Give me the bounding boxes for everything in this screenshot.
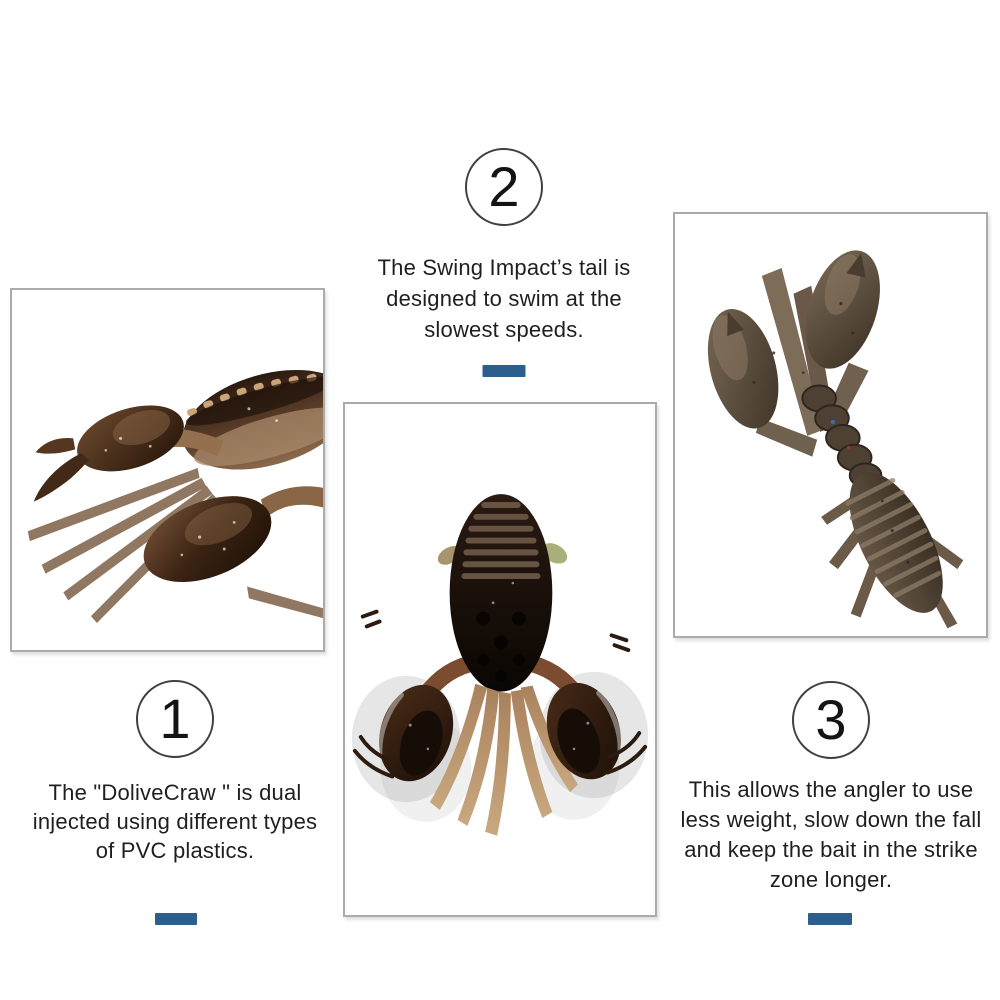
step-2-number-badge	[465, 148, 543, 226]
step-2-number: 2	[488, 155, 520, 218]
step-1-number: 1	[159, 687, 191, 750]
step-1-text-line-3: of PVC plastics.	[95, 838, 255, 863]
step-2-text-line-2: designed to swim at the	[386, 286, 622, 311]
photo-frame-right	[673, 212, 988, 638]
step-3-number-badge	[792, 681, 870, 759]
photo-frame-left	[10, 288, 325, 652]
crawfish-lure-claw-closeup-illustration	[12, 290, 323, 650]
step-3-text-line-3: and keep the bait in the strike	[684, 837, 978, 862]
step-3-text-line-4: zone longer.	[769, 867, 893, 892]
step-3-accent-underline	[808, 913, 852, 925]
step-2-text-line-3: slowest speeds.	[424, 317, 584, 342]
step-1-number-badge	[136, 680, 214, 758]
step-1-caption	[33, 778, 317, 865]
step-1-text-line-1: The "DoliveCraw " is dual	[48, 780, 302, 805]
step-1-text-line-2: injected using different types	[32, 809, 318, 834]
step-2-accent-underline	[483, 365, 526, 377]
photo-frame-center	[343, 402, 657, 917]
step-2-caption	[377, 252, 630, 345]
step-3-text-line-1: This allows the angler to use	[688, 777, 974, 802]
crawfish-lure-full-body-illustration	[675, 214, 986, 636]
step-1-accent-underline	[155, 913, 197, 925]
step-3-caption	[681, 775, 982, 895]
step-2-text-line-1: The Swing Impact’s tail is	[377, 255, 631, 280]
step-3-number: 3	[815, 688, 847, 751]
step-3-text-line-2: less weight, slow down the fall	[680, 807, 982, 832]
crawfish-lure-swinging-claws-illustration	[345, 404, 655, 915]
